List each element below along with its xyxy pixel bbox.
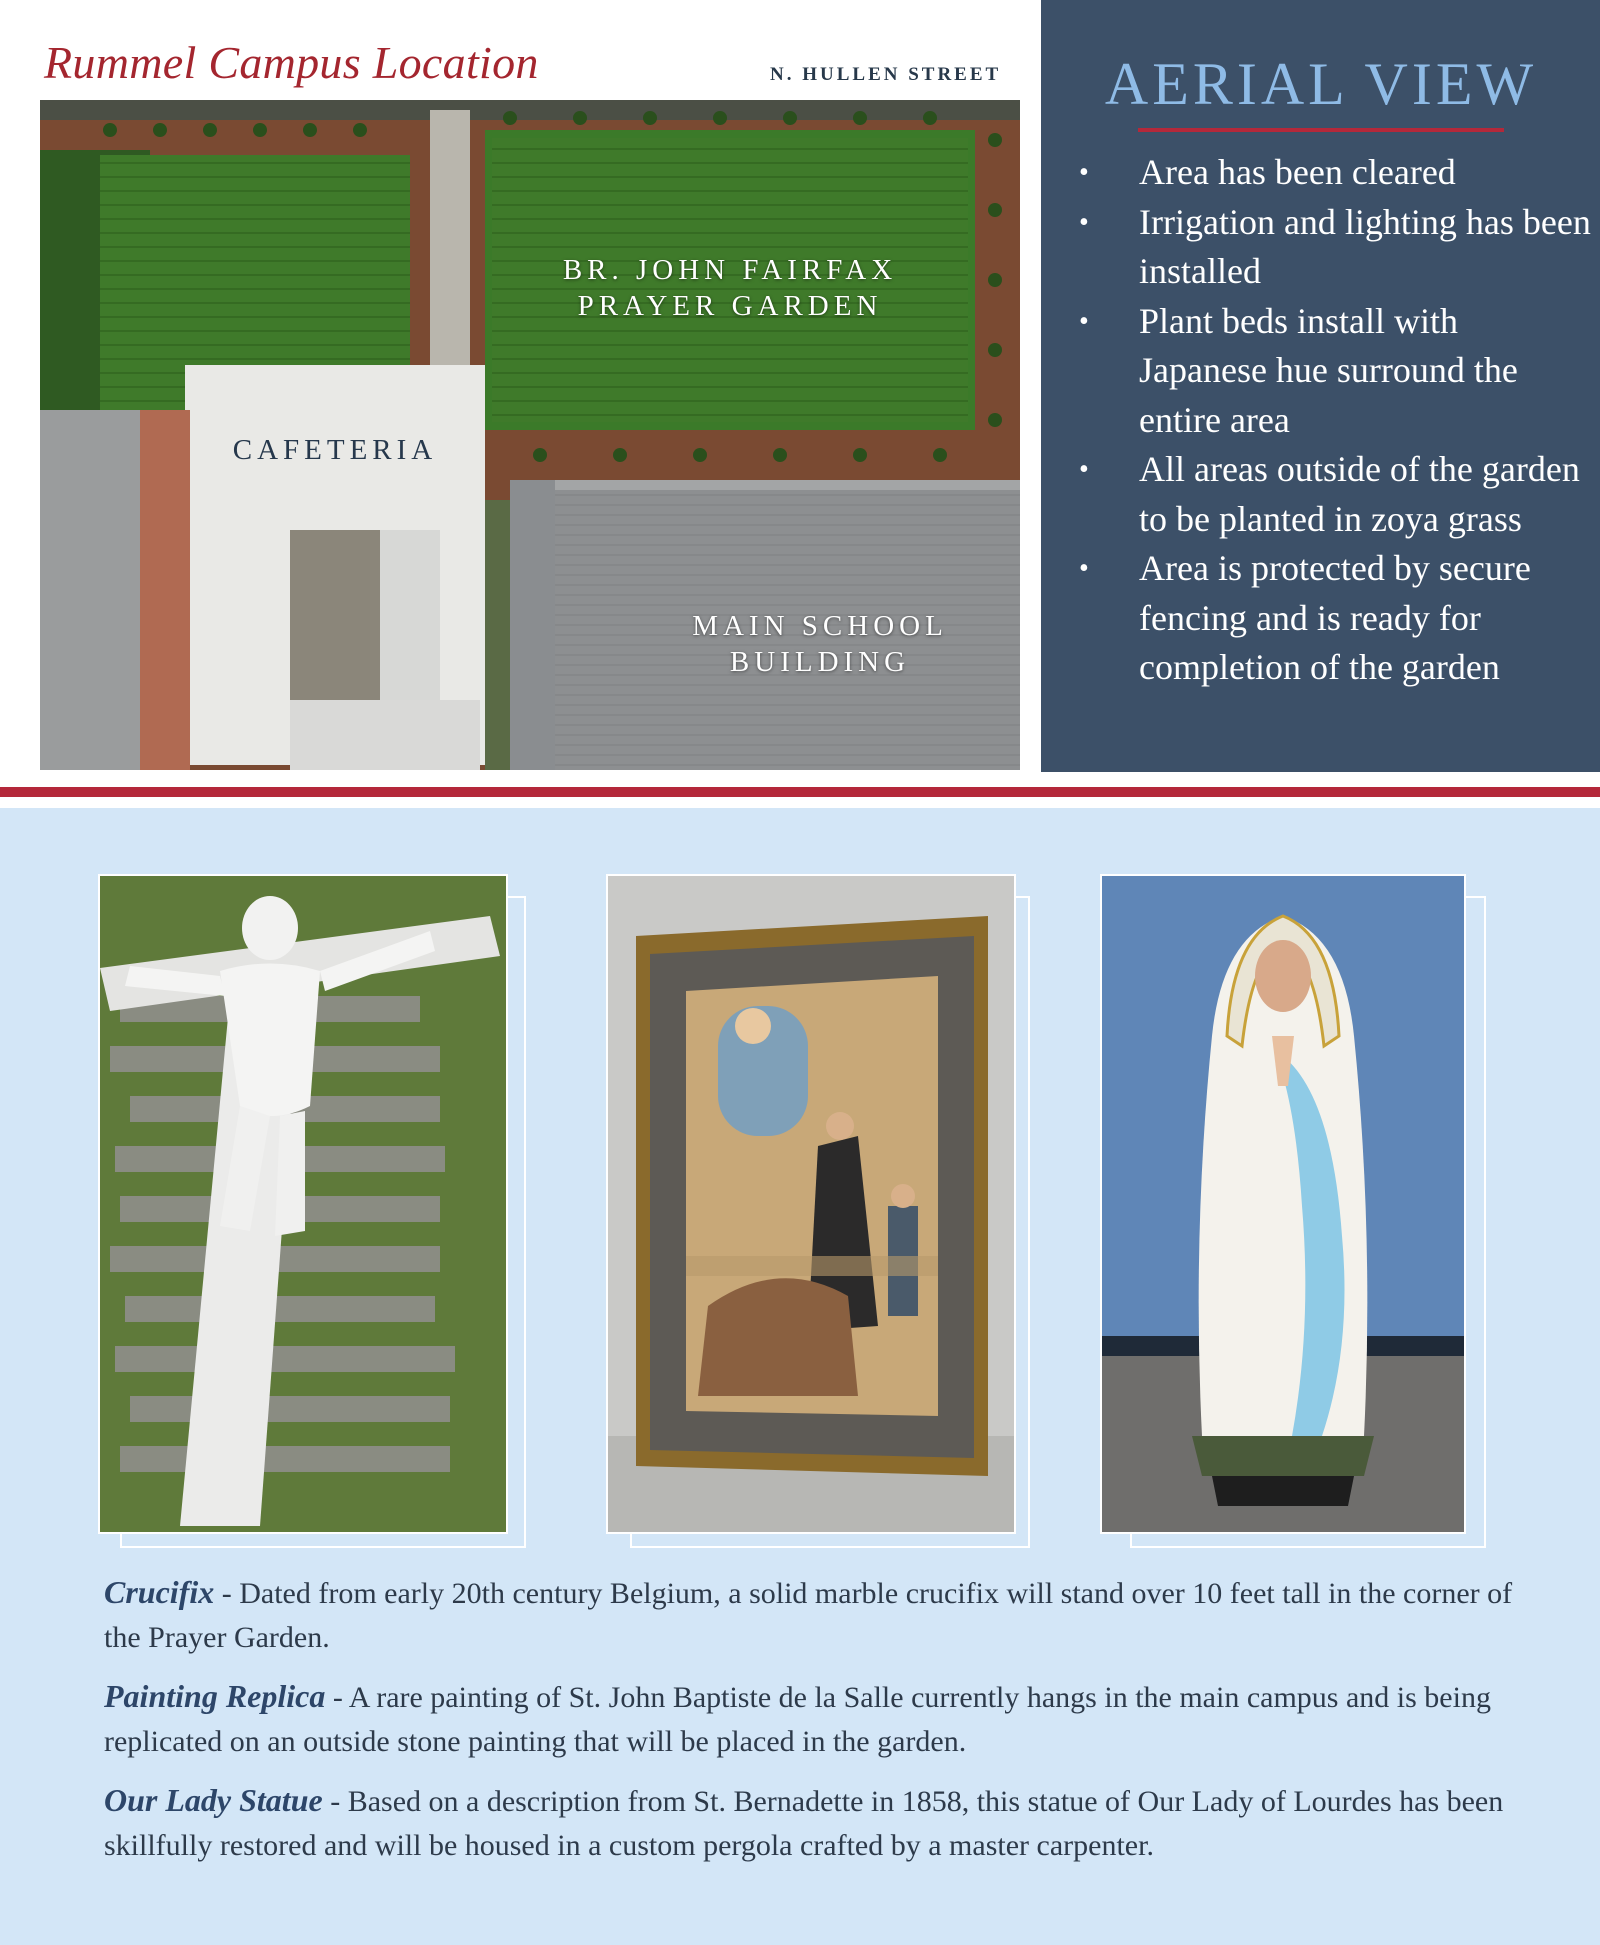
bullet-icon: • (1079, 305, 1089, 337)
caption-separator: - (322, 1785, 348, 1818)
aerial-view-bullet-list (1061, 148, 1591, 693)
crucifix-image (100, 876, 506, 1532)
statue-caption (104, 1778, 1524, 1868)
painting-caption-title: Painting Replica (104, 1678, 326, 1714)
bullet-icon: • (1079, 206, 1089, 238)
aerial-view-panel (1041, 0, 1600, 772)
aerial-photo (40, 100, 1020, 770)
painting-caption-text: A rare painting of St. John Baptiste de la Salle currently hangs in the main campus and is being replicated on an outside stone painting that will be placed in the garden. (104, 1681, 1491, 1758)
prayer-garden-label: BR. JOHN FAIRFAX PRAYER GARDEN (562, 254, 898, 323)
section-divider (0, 787, 1600, 797)
bullet-item (1061, 198, 1591, 297)
caption-separator: - (325, 1681, 349, 1714)
crucifix-caption-text: Dated from early 20th century Belgium, a solid marble crucifix will stand over 10 feet tall in the corner of the Prayer Garden. (104, 1577, 1513, 1654)
features-section (0, 808, 1600, 1945)
crucifix-caption (104, 1570, 1524, 1660)
street-label: N. HULLEN STREET (770, 64, 1002, 85)
bullet-text: Plant beds install with Japanese hue surround the entire area (1139, 300, 1518, 440)
bullet-item (1061, 544, 1591, 693)
bullet-text: Irrigation and lighting has been installed (1139, 201, 1591, 291)
bullet-text: Area is protected by secure fencing and is ready for completion of the garden (1139, 548, 1531, 687)
crucifix-caption-title: Crucifix (104, 1574, 215, 1610)
cafeteria-label: CAFETERIA (232, 434, 438, 466)
feature-captions (104, 1570, 1524, 1868)
bullet-icon: • (1079, 454, 1089, 485)
statue-image (1102, 876, 1464, 1532)
bullet-item (1061, 297, 1591, 446)
main-building-label: MAIN SCHOOL BUILDING (692, 610, 948, 679)
statue-photo (1100, 874, 1466, 1534)
bullet-text: Area has been cleared (1139, 152, 1456, 192)
bullet-item (1061, 148, 1591, 198)
painting-caption (104, 1674, 1524, 1764)
bullet-text: All areas outside of the garden to be planted in zoya grass (1139, 449, 1580, 539)
panel-title-underline (1138, 128, 1504, 132)
painting-photo (606, 874, 1016, 1534)
campus-location-title: Rummel Campus Location (44, 37, 539, 88)
caption-separator: - (214, 1577, 240, 1610)
panel-title: AERIAL VIEW (1104, 51, 1538, 117)
crucifix-photo (98, 874, 508, 1534)
statue-caption-text: Based on a description from St. Bernadette in 1858, this statue of Our Lady of Lourdes has been skillfully restored and will be housed in a custom pergola crafted by a master carpenter. (104, 1785, 1504, 1862)
painting-image (608, 876, 1014, 1532)
statue-caption-title: Our Lady Statue (104, 1782, 323, 1818)
bullet-item (1061, 445, 1591, 544)
bullet-icon: • (1079, 553, 1089, 584)
bullet-icon: • (1079, 157, 1089, 188)
